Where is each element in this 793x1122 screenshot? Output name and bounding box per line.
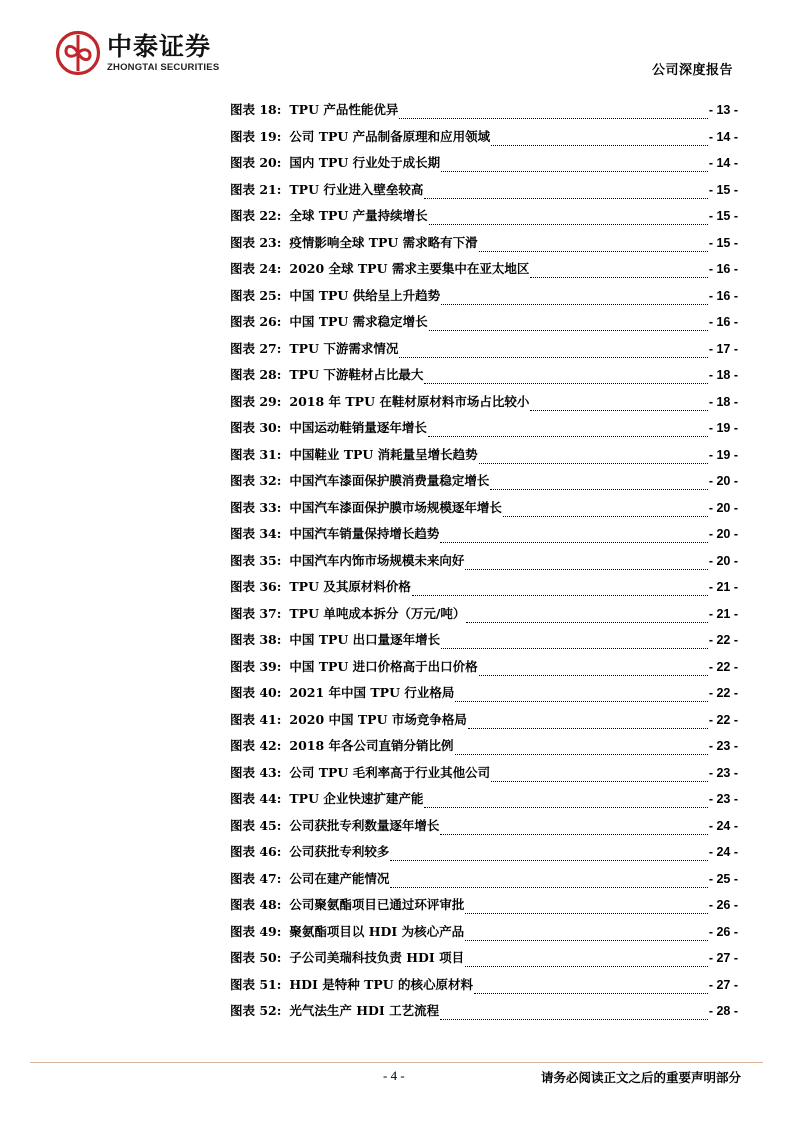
footer-page-number: - 4 - bbox=[383, 1068, 405, 1083]
dot-leader bbox=[465, 904, 707, 914]
toc-entry-label[interactable] bbox=[230, 816, 439, 834]
toc-entry-label[interactable] bbox=[230, 630, 440, 648]
toc-entry-label[interactable] bbox=[230, 577, 411, 595]
toc-entry-label[interactable] bbox=[230, 312, 428, 330]
logo-english-name: ZHONGTAI SECURITIES bbox=[107, 62, 220, 73]
figure-number: 图表 31: bbox=[230, 446, 282, 462]
toc-entry[interactable] bbox=[230, 869, 738, 896]
toc-entry-label[interactable] bbox=[230, 763, 490, 781]
toc-entry[interactable] bbox=[230, 630, 738, 657]
toc-entry[interactable] bbox=[230, 498, 738, 525]
figure-page-number[interactable]: - 24 - bbox=[708, 818, 738, 833]
figure-page-number[interactable]: - 22 - bbox=[708, 686, 738, 700]
figure-page-number[interactable]: - 20 - bbox=[708, 474, 738, 488]
toc-entry[interactable] bbox=[230, 392, 738, 419]
figure-title: TPU 行业进入壁垒较高 bbox=[289, 181, 424, 197]
figure-page-number[interactable]: - 15 - bbox=[708, 182, 738, 197]
dot-leader bbox=[491, 136, 708, 146]
figure-number: 图表 35: bbox=[230, 552, 282, 568]
dot-leader bbox=[424, 189, 707, 199]
toc-entry-label[interactable] bbox=[230, 975, 473, 993]
figure-page-number[interactable]: - 24 - bbox=[708, 845, 738, 859]
figure-page-number[interactable]: - 23 - bbox=[708, 739, 738, 753]
toc-entry-label[interactable] bbox=[230, 180, 423, 198]
figure-number: 图表 27: bbox=[230, 340, 282, 356]
dot-leader bbox=[479, 242, 708, 252]
figure-number: 图表 48: bbox=[230, 897, 282, 912]
dot-leader bbox=[474, 984, 708, 994]
toc-entry-label[interactable] bbox=[230, 418, 427, 436]
toc-entry-label[interactable] bbox=[230, 498, 502, 516]
table-of-figures bbox=[230, 100, 738, 1028]
toc-entry-label[interactable] bbox=[230, 895, 464, 913]
dot-leader bbox=[428, 427, 708, 437]
figure-title: TPU 产品性能优异 bbox=[289, 102, 399, 117]
toc-entry[interactable] bbox=[230, 577, 738, 604]
toc-entry[interactable] bbox=[230, 736, 738, 763]
dot-leader bbox=[491, 772, 708, 782]
figure-number: 图表 32: bbox=[230, 473, 282, 488]
figure-number: 图表 28: bbox=[230, 367, 282, 382]
toc-entry-label[interactable] bbox=[230, 604, 465, 622]
figure-page-number[interactable]: - 28 - bbox=[708, 1004, 738, 1018]
toc-entry[interactable] bbox=[230, 816, 738, 843]
figure-page-number[interactable]: - 21 - bbox=[708, 606, 738, 621]
toc-entry-label[interactable] bbox=[230, 445, 478, 463]
toc-entry-label[interactable] bbox=[230, 922, 464, 940]
toc-entry-label[interactable] bbox=[230, 789, 423, 807]
toc-entry[interactable] bbox=[230, 418, 738, 445]
dot-leader bbox=[503, 507, 708, 517]
figure-number: 图表 38: bbox=[230, 632, 282, 647]
figure-title: 中国 TPU 出口量逐年增长 bbox=[289, 632, 441, 647]
figure-page-number[interactable]: - 22 - bbox=[708, 712, 738, 727]
toc-entry[interactable] bbox=[230, 657, 738, 684]
toc-entry[interactable] bbox=[230, 100, 738, 127]
dot-leader bbox=[412, 586, 708, 596]
figure-page-number[interactable]: - 20 - bbox=[708, 553, 738, 568]
toc-entry[interactable] bbox=[230, 153, 738, 180]
toc-entry[interactable] bbox=[230, 127, 738, 154]
figure-number: 图表 18: bbox=[230, 102, 282, 117]
figure-number: 图表 19: bbox=[230, 128, 282, 144]
toc-entry[interactable] bbox=[230, 975, 738, 1002]
dot-leader bbox=[465, 957, 708, 967]
figure-title: 公司 TPU 产品制备原理和应用领域 bbox=[289, 128, 491, 144]
figure-title: TPU 单吨成本拆分（万元/吨） bbox=[289, 605, 466, 621]
toc-entry-label[interactable] bbox=[230, 339, 398, 357]
figure-page-number[interactable]: - 15 - bbox=[708, 209, 738, 223]
figure-title: TPU 下游需求情况 bbox=[289, 340, 399, 356]
dot-leader bbox=[390, 851, 707, 861]
figure-number: 图表 52: bbox=[230, 1003, 282, 1018]
dot-leader bbox=[441, 639, 708, 649]
dot-leader bbox=[490, 480, 707, 490]
figure-number: 图表 29: bbox=[230, 393, 282, 409]
toc-entry-label[interactable] bbox=[230, 869, 389, 887]
toc-entry-label[interactable] bbox=[230, 100, 398, 118]
figure-title: 公司获批专利数量逐年增长 bbox=[289, 817, 440, 833]
toc-entry-label[interactable] bbox=[230, 710, 467, 728]
toc-entry[interactable] bbox=[230, 842, 738, 869]
figure-title: 聚氨酯项目以 HDI 为核心产品 bbox=[289, 923, 465, 939]
figure-number: 图表 49: bbox=[230, 923, 282, 939]
figure-number: 图表 37: bbox=[230, 605, 282, 621]
toc-entry[interactable] bbox=[230, 259, 738, 286]
page-header bbox=[0, 0, 793, 95]
figure-title: 中国汽车漆面保护膜市场规模逐年增长 bbox=[289, 499, 502, 515]
figure-number: 图表 23: bbox=[230, 234, 282, 250]
figure-page-number[interactable]: - 16 - bbox=[708, 315, 738, 329]
figure-number: 图表 41: bbox=[230, 711, 282, 727]
figure-title: TPU 下游鞋材占比最大 bbox=[289, 367, 424, 382]
figure-title: 中国 TPU 需求稳定增长 bbox=[289, 314, 428, 329]
figure-page-number[interactable]: - 20 - bbox=[708, 500, 738, 515]
figure-title: 光气法生产 HDI 工艺流程 bbox=[289, 1003, 440, 1018]
toc-entry[interactable] bbox=[230, 922, 738, 949]
toc-entry-label[interactable] bbox=[230, 153, 440, 171]
toc-entry[interactable] bbox=[230, 1001, 738, 1028]
dot-leader bbox=[399, 348, 707, 358]
dot-leader bbox=[429, 215, 708, 225]
toc-entry[interactable] bbox=[230, 710, 738, 737]
figure-title: 中国汽车销量保持增长趋势 bbox=[289, 526, 440, 541]
toc-entry-label[interactable] bbox=[230, 657, 478, 675]
figure-number: 图表 24: bbox=[230, 261, 282, 276]
figure-number: 图表 40: bbox=[230, 685, 282, 700]
figure-number: 图表 47: bbox=[230, 870, 282, 886]
toc-entry[interactable] bbox=[230, 286, 738, 313]
company-logo bbox=[55, 30, 219, 76]
toc-entry[interactable] bbox=[230, 233, 738, 260]
toc-entry-label[interactable] bbox=[230, 206, 428, 224]
toc-entry-label[interactable] bbox=[230, 471, 489, 489]
figure-page-number[interactable]: - 23 - bbox=[708, 792, 738, 806]
toc-entry[interactable] bbox=[230, 683, 738, 710]
figure-title: 公司聚氨酯项目已通过环评审批 bbox=[289, 897, 465, 912]
figure-page-number[interactable]: - 15 - bbox=[708, 235, 738, 250]
footer-disclaimer: 请务必阅读正文之后的重要声明部分 bbox=[540, 1070, 741, 1085]
figure-title: 2021 年中国 TPU 行业格局 bbox=[289, 685, 455, 700]
figure-page-number[interactable]: - 18 - bbox=[708, 394, 738, 409]
figure-page-number[interactable]: - 22 - bbox=[708, 659, 738, 674]
toc-entry-label[interactable] bbox=[230, 683, 454, 701]
dot-leader bbox=[441, 162, 708, 172]
toc-entry-label[interactable] bbox=[230, 365, 423, 383]
figure-title: TPU 企业快速扩建产能 bbox=[289, 791, 424, 806]
toc-entry[interactable] bbox=[230, 339, 738, 366]
figure-page-number[interactable]: - 18 - bbox=[708, 368, 738, 382]
dot-leader bbox=[455, 745, 708, 755]
toc-entry[interactable] bbox=[230, 180, 738, 207]
dot-leader bbox=[424, 798, 707, 808]
figure-title: 公司 TPU 毛利率高于行业其他公司 bbox=[289, 764, 491, 780]
figure-title: HDI 是特种 TPU 的核心原材料 bbox=[289, 976, 474, 992]
toc-entry[interactable] bbox=[230, 789, 738, 816]
figure-title: 公司在建产能情况 bbox=[289, 870, 390, 886]
figure-number: 图表 51: bbox=[230, 976, 282, 992]
figure-number: 图表 45: bbox=[230, 817, 282, 833]
toc-entry[interactable] bbox=[230, 948, 738, 975]
toc-entry[interactable] bbox=[230, 365, 738, 392]
dot-leader bbox=[530, 401, 707, 411]
figure-title: 全球 TPU 产量持续增长 bbox=[289, 208, 428, 223]
figure-page-number[interactable]: - 25 - bbox=[708, 871, 738, 886]
figure-number: 图表 33: bbox=[230, 499, 282, 515]
toc-entry[interactable] bbox=[230, 206, 738, 233]
figure-page-number[interactable]: - 14 - bbox=[708, 156, 738, 170]
figure-number: 图表 42: bbox=[230, 738, 282, 753]
dot-leader bbox=[455, 692, 707, 702]
dot-leader bbox=[429, 321, 708, 331]
toc-entry-label[interactable] bbox=[230, 842, 389, 860]
toc-entry[interactable] bbox=[230, 445, 738, 472]
figure-page-number[interactable]: - 16 - bbox=[708, 288, 738, 303]
dot-leader bbox=[466, 613, 707, 623]
figure-number: 图表 22: bbox=[230, 208, 282, 223]
figure-title: 中国鞋业 TPU 消耗量呈增长趋势 bbox=[289, 446, 478, 462]
toc-entry-label[interactable] bbox=[230, 1001, 439, 1019]
figure-title: 疫情影响全球 TPU 需求略有下滑 bbox=[289, 234, 478, 250]
toc-entry-label[interactable] bbox=[230, 233, 478, 251]
toc-entry-label[interactable] bbox=[230, 551, 464, 569]
figure-title: 2020 中国 TPU 市场竞争格局 bbox=[289, 711, 467, 727]
figure-page-number[interactable]: - 17 - bbox=[708, 341, 738, 356]
figure-page-number[interactable]: - 23 - bbox=[708, 765, 738, 780]
figure-title: 2018 年各公司直销分销比例 bbox=[289, 738, 454, 753]
figure-number: 图表 20: bbox=[230, 155, 282, 170]
figure-number: 图表 30: bbox=[230, 420, 282, 435]
figure-page-number[interactable]: - 19 - bbox=[708, 421, 738, 435]
figure-title: 2018 年 TPU 在鞋材原材料市场占比较小 bbox=[289, 393, 530, 409]
figure-number: 图表 26: bbox=[230, 314, 282, 329]
figure-title: TPU 及其原材料价格 bbox=[289, 579, 411, 594]
figure-page-number[interactable]: - 21 - bbox=[708, 580, 738, 594]
figure-number: 图表 25: bbox=[230, 287, 282, 303]
figure-title: 公司获批专利较多 bbox=[289, 844, 390, 859]
dot-leader bbox=[440, 1010, 708, 1020]
report-type-label: 公司深度报告 bbox=[651, 63, 733, 78]
figure-page-number[interactable]: - 16 - bbox=[708, 262, 738, 276]
toc-entry-label[interactable] bbox=[230, 259, 529, 277]
dot-leader bbox=[479, 666, 708, 676]
toc-entry[interactable] bbox=[230, 524, 738, 551]
toc-entry[interactable] bbox=[230, 551, 738, 578]
dot-leader bbox=[530, 268, 707, 278]
toc-entry-label[interactable] bbox=[230, 392, 529, 410]
figure-title: 国内 TPU 行业处于成长期 bbox=[289, 155, 441, 170]
toc-entry[interactable] bbox=[230, 895, 738, 922]
figure-number: 图表 44: bbox=[230, 791, 282, 806]
figure-number: 图表 39: bbox=[230, 658, 282, 674]
figure-title: 子公司美瑞科技负责 HDI 项目 bbox=[289, 950, 465, 965]
dot-leader bbox=[465, 560, 707, 570]
figure-number: 图表 46: bbox=[230, 844, 282, 859]
footer-divider bbox=[30, 1062, 763, 1063]
figure-page-number[interactable]: - 27 - bbox=[708, 977, 738, 992]
toc-entry-label[interactable] bbox=[230, 736, 454, 754]
figure-title: 中国汽车内饰市场规模未来向好 bbox=[289, 552, 465, 568]
dot-leader bbox=[440, 533, 707, 543]
toc-entry-label[interactable] bbox=[230, 127, 490, 145]
figure-number: 图表 36: bbox=[230, 579, 282, 594]
figure-title: 中国 TPU 进口价格高于出口价格 bbox=[289, 658, 478, 674]
figure-page-number[interactable]: - 20 - bbox=[708, 527, 738, 541]
figure-title: 中国运动鞋销量逐年增长 bbox=[289, 420, 427, 435]
figure-title: 2020 全球 TPU 需求主要集中在亚太地区 bbox=[289, 261, 530, 276]
dot-leader bbox=[390, 878, 707, 888]
dot-leader bbox=[441, 295, 708, 305]
figure-page-number[interactable]: - 27 - bbox=[708, 951, 738, 965]
dot-leader bbox=[424, 374, 707, 384]
dot-leader bbox=[468, 719, 708, 729]
toc-entry[interactable] bbox=[230, 312, 738, 339]
dot-leader bbox=[440, 825, 707, 835]
dot-leader bbox=[465, 931, 708, 941]
toc-entry[interactable] bbox=[230, 604, 738, 631]
figure-number: 图表 34: bbox=[230, 526, 282, 541]
toc-entry[interactable] bbox=[230, 471, 738, 498]
logo-chinese-name: 中泰证券 bbox=[107, 32, 212, 61]
figure-title: 中国 TPU 供给呈上升趋势 bbox=[289, 287, 441, 303]
toc-entry-label[interactable] bbox=[230, 948, 464, 966]
figure-number: 图表 21: bbox=[230, 181, 282, 197]
figure-number: 图表 43: bbox=[230, 764, 282, 780]
toc-entry-label[interactable] bbox=[230, 286, 440, 304]
figure-page-number[interactable]: - 14 - bbox=[708, 129, 738, 144]
figure-number: 图表 50: bbox=[230, 950, 282, 965]
figure-page-number[interactable]: - 26 - bbox=[708, 924, 738, 939]
figure-page-number[interactable]: - 13 - bbox=[708, 103, 738, 117]
toc-entry[interactable] bbox=[230, 763, 738, 790]
figure-page-number[interactable]: - 26 - bbox=[708, 898, 738, 912]
figure-page-number[interactable]: - 19 - bbox=[708, 447, 738, 462]
toc-entry-label[interactable] bbox=[230, 524, 439, 542]
dot-leader bbox=[479, 454, 708, 464]
dot-leader bbox=[399, 109, 707, 119]
zhongtai-logo-icon bbox=[55, 30, 101, 76]
figure-title: 中国汽车漆面保护膜消费量稳定增长 bbox=[289, 473, 490, 488]
figure-page-number[interactable]: - 22 - bbox=[708, 633, 738, 647]
